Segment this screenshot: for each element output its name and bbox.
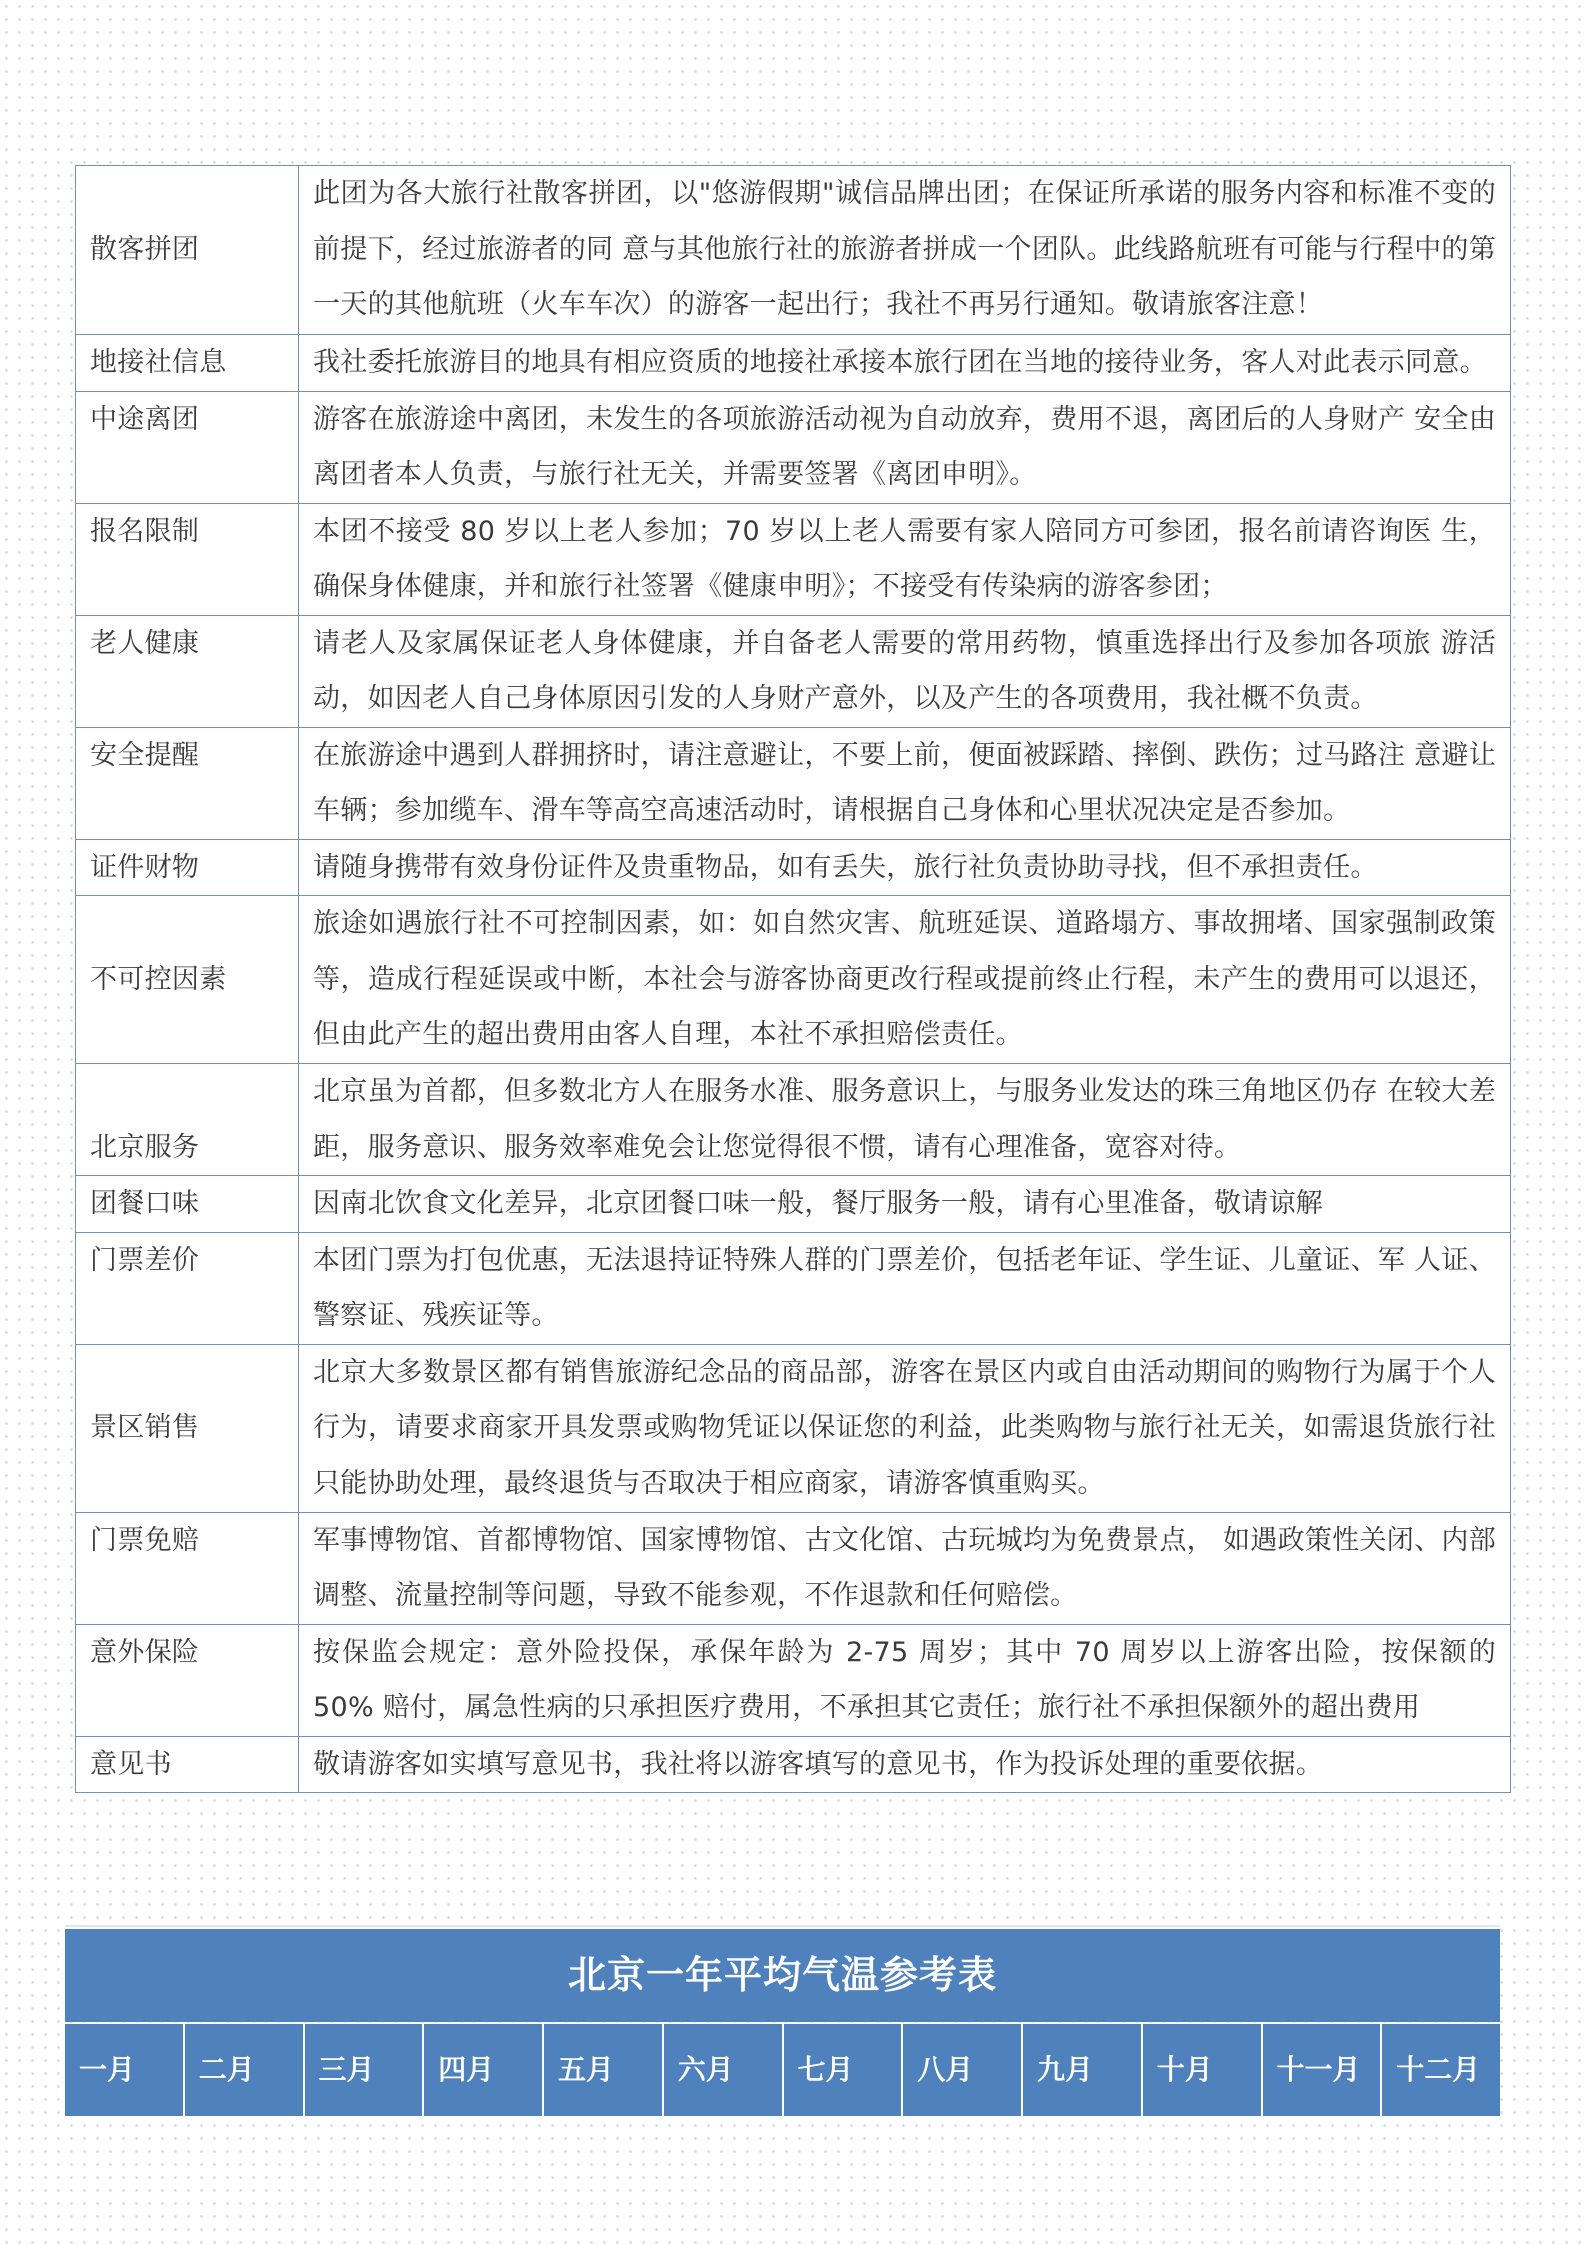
weather-table-title: 北京一年平均气温参考表 [65, 1929, 1500, 2022]
term-content: 本团门票为打包优惠，无法退持证特殊人群的门票差价，包括老年证、学生证、儿童证、军 人证、警察证、残疾证等。 [299, 1232, 1511, 1344]
term-content: 在旅游途中遇到人群拥挤时，请注意避让，不要上前，便面被踩踏、摔倒、跌伤；过马路注 意避让车辆；参加缆车、滑车等高空高速活动时，请根据自己身体和心里状况决定是否参加。 [299, 727, 1511, 839]
table-row [76, 1624, 1511, 1736]
term-content: 按保监会规定：意外险投保，承保年龄为 2-75 周岁；其中 70 周岁以上游客出险，按保额的 50% 赔付，属急性病的只承担医疗费用，不承担其它责任；旅行社不承担保额外的超出费用 [299, 1624, 1511, 1736]
term-content: 因南北饮食文化差异，北京团餐口味一般，餐厅服务一般，请有心里准备，敬请谅解 [299, 1176, 1511, 1233]
table-row [76, 1344, 1511, 1512]
term-label: 中途离团 [76, 391, 299, 503]
term-label: 北京服务 [76, 1064, 299, 1176]
month-header: 五月 [544, 2024, 664, 2116]
table-row [76, 727, 1511, 839]
term-content: 我社委托旅游目的地具有相应资质的地接社承接本旅行团在当地的接待业务，客人对此表示同意。 [299, 335, 1511, 392]
table-row [76, 335, 1511, 392]
term-label: 老人健康 [76, 615, 299, 727]
table-row [76, 1176, 1511, 1233]
month-header: 十月 [1143, 2024, 1263, 2116]
term-content: 请随身携带有效身份证件及贵重物品，如有丢失，旅行社负责协助寻找，但不承担责任。 [299, 839, 1511, 896]
month-header: 七月 [784, 2024, 904, 2116]
month-header: 三月 [305, 2024, 425, 2116]
term-content: 请老人及家属保证老人身体健康，并自备老人需要的常用药物，慎重选择出行及参加各项旅 游活动，如因老人自己身体原因引发的人身财产意外，以及产生的各项费用，我社概不负责。 [299, 615, 1511, 727]
term-label: 意见书 [76, 1736, 299, 1793]
table-row [76, 1736, 1511, 1793]
table-row [76, 615, 1511, 727]
term-label: 意外保险 [76, 1624, 299, 1736]
term-content: 军事博物馆、首都博物馆、国家博物馆、古文化馆、古玩城均为免费景点， 如遇政策性关闭、内部调整、流量控制等问题，导致不能参观，不作退款和任何赔偿。 [299, 1512, 1511, 1624]
term-label: 证件财物 [76, 839, 299, 896]
table-row [76, 391, 1511, 503]
term-content: 游客在旅游途中离团，未发生的各项旅游活动视为自动放弃，费用不退，离团后的人身财产 安全由离团者本人负责，与旅行社无关，并需要签署《离团申明》。 [299, 391, 1511, 503]
month-header: 一月 [65, 2024, 185, 2116]
month-header: 四月 [424, 2024, 544, 2116]
term-content: 北京大多数景区都有销售旅游纪念品的商品部，游客在景区内或自由活动期间的购物行为属于个人行为，请要求商家开具发票或购物凭证以保证您的利益，此类购物与旅行社无关，如需退货旅行社只能协助处理，最终退货与否取决于相应商家，请游客慎重购买。 [299, 1344, 1511, 1512]
table-row [76, 896, 1511, 1064]
term-label: 景区销售 [76, 1344, 299, 1512]
table-row [76, 1232, 1511, 1344]
term-label: 安全提醒 [76, 727, 299, 839]
month-header: 九月 [1023, 2024, 1143, 2116]
table-row [76, 503, 1511, 615]
table-row [76, 1064, 1511, 1176]
term-content: 敬请游客如实填写意见书，我社将以游客填写的意见书，作为投诉处理的重要依据。 [299, 1736, 1511, 1793]
table-row [76, 839, 1511, 896]
term-label: 门票差价 [76, 1232, 299, 1344]
month-header: 十二月 [1382, 2024, 1500, 2116]
term-content: 旅途如遇旅行社不可控制因素，如：如自然灾害、航班延误、道路塌方、事故拥堵、国家强制政策等，造成行程延误或中断，本社会与游客协商更改行程或提前终止行程，未产生的费用可以退还，但由此产生的超出费用由客人自理，本社不承担赔偿责任。 [299, 896, 1511, 1064]
table-row [76, 1512, 1511, 1624]
weather-reference-table [65, 1925, 1500, 2116]
month-header-row [65, 2024, 1500, 2116]
term-label: 散客拼团 [76, 166, 299, 335]
term-label: 门票免赔 [76, 1512, 299, 1624]
term-content: 此团为各大旅行社散客拼团，以"悠游假期"诚信品牌出团；在保证所承诺的服务内容和标准不变的前提下，经过旅游者的同 意与其他旅行社的旅游者拼成一个团队。此线路航班有可能与行程中的第一天的其他航班（火车车次）的游客一起出行；我社不再另行通知。敬请旅客注意！ [299, 166, 1511, 335]
month-header: 六月 [664, 2024, 784, 2116]
month-header: 八月 [903, 2024, 1023, 2116]
term-content: 本团不接受 80 岁以上老人参加；70 岁以上老人需要有家人陪同方可参团，报名前请咨询医 生，确保身体健康，并和旅行社签署《健康申明》；不接受有传染病的游客参团； [299, 503, 1511, 615]
travel-terms-table [75, 165, 1511, 1793]
table-row [76, 166, 1511, 335]
term-label: 报名限制 [76, 503, 299, 615]
term-label: 团餐口味 [76, 1176, 299, 1233]
month-header: 十一月 [1263, 2024, 1383, 2116]
term-label: 地接社信息 [76, 335, 299, 392]
month-header: 二月 [185, 2024, 305, 2116]
term-label: 不可控因素 [76, 896, 299, 1064]
term-content: 北京虽为首都，但多数北方人在服务水准、服务意识上，与服务业发达的珠三角地区仍存 在较大差距，服务意识、服务效率难免会让您觉得很不惯，请有心理准备，宽容对待。 [299, 1064, 1511, 1176]
